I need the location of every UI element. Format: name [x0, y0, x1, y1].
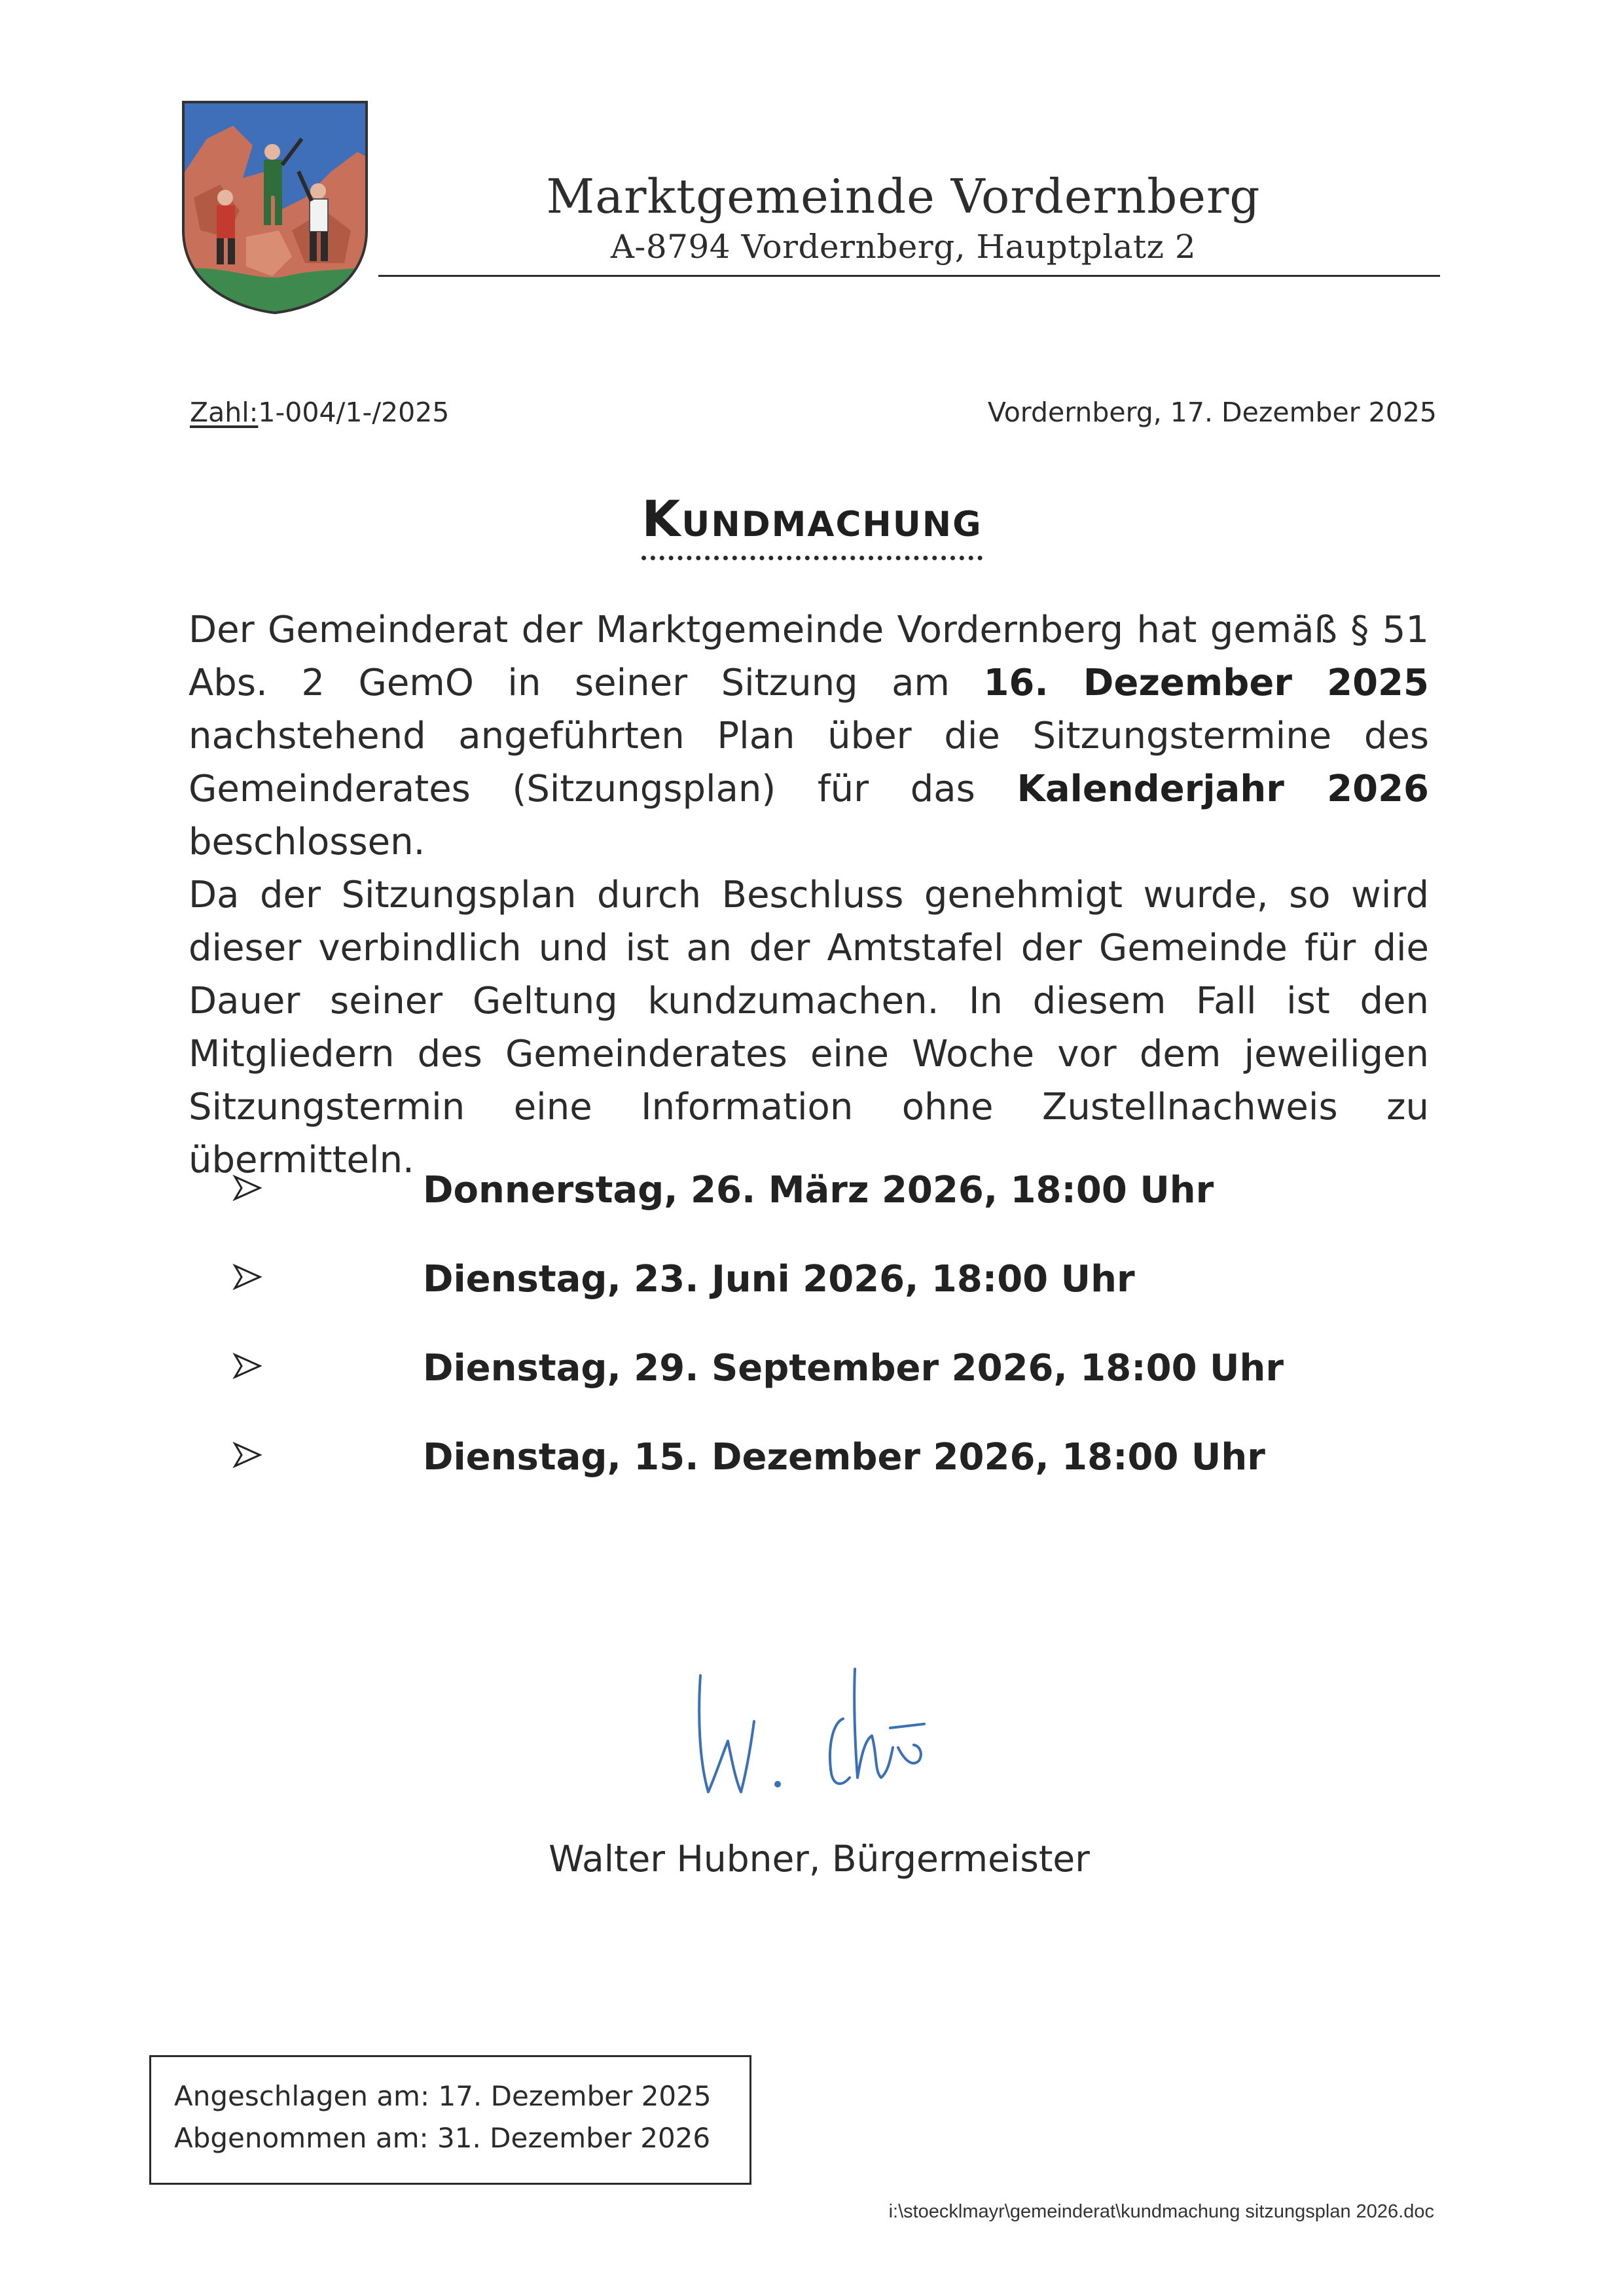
title-text: Kundmachung [641, 490, 982, 560]
header-divider [378, 275, 1440, 277]
arrow-bullet-icon [232, 1351, 262, 1381]
meeting-date: Dienstag, 29. September 2026, 18:00 Uhr [423, 1347, 1284, 1390]
reference-value: 1-004/1-/2025 [258, 397, 450, 428]
arrow-bullet-icon [232, 1440, 262, 1470]
body-paragraph-2: Da der Sitzungsplan durch Beschluss genehmigt wurde, so wird dieser verbindlich und ist an der Amtstafel der Gemeinde für die Dauer seiner Geltung kundzumachen. In diesem Fall ist den Mitgliedern des Gemeinderates eine Woche vor dem jeweiligen Sitzungstermin eine Information ohne Zustellnachweis zu übermitteln. [189, 874, 1429, 1181]
calendar-year: Kalenderjahr 2026 [1017, 768, 1430, 810]
document-file-path: i:\stoecklmayr\gemeinderat\kundmachung sitzungsplan 2026.doc [888, 2201, 1434, 2222]
list-item [232, 1347, 1345, 1436]
meeting-date: Dienstag, 23. Juni 2026, 18:00 Uhr [423, 1258, 1135, 1300]
meeting-dates-list [232, 1169, 1345, 1525]
letterhead [380, 167, 1427, 268]
list-item [232, 1258, 1345, 1347]
municipality-address: A-8794 Vordernberg, Hauptplatz 2 [610, 228, 1197, 266]
arrow-bullet-icon [232, 1173, 262, 1203]
posting-record-box [149, 2055, 751, 2185]
posted-date: Angeschlagen am: 17. Dezember 2025 [174, 2080, 712, 2112]
body-text-segment: nachstehend angeführten Plan über die Sitzungstermine des Gemeinderates (Sitzungsplan) für das [189, 715, 1429, 810]
reference-line [190, 397, 1437, 436]
place-and-date: Vordernberg, 17. Dezember 2025 [987, 397, 1437, 428]
body-paragraph-1 [189, 603, 1429, 869]
removed-date: Abgenommen am: 31. Dezember 2026 [174, 2122, 711, 2154]
notice-body [189, 603, 1429, 1187]
signature-icon [694, 1662, 956, 1813]
session-date: 16. Dezember 2025 [983, 662, 1429, 704]
list-item [232, 1436, 1345, 1525]
document-title [0, 490, 1624, 560]
reference-label: Zahl: [190, 397, 259, 428]
signer-name: Walter Hubner, Bürgermeister [549, 1838, 1090, 1880]
meeting-date: Dienstag, 15. Dezember 2026, 18:00 Uhr [423, 1436, 1265, 1479]
arrow-bullet-icon [232, 1262, 262, 1292]
meeting-date: Donnerstag, 26. März 2026, 18:00 Uhr [423, 1169, 1214, 1211]
body-text-segment: beschlossen. [189, 821, 425, 863]
municipality-name: Marktgemeinde Vordernberg [546, 169, 1261, 224]
coat-of-arms-icon [181, 99, 369, 315]
list-item [232, 1169, 1345, 1258]
body-text-segment: Der Gemeinderat der Marktgemeinde Vordernberg hat gemäß § 51 Abs. 2 GemO in seiner Sitzung am [189, 609, 1429, 704]
reference-number [190, 397, 449, 428]
